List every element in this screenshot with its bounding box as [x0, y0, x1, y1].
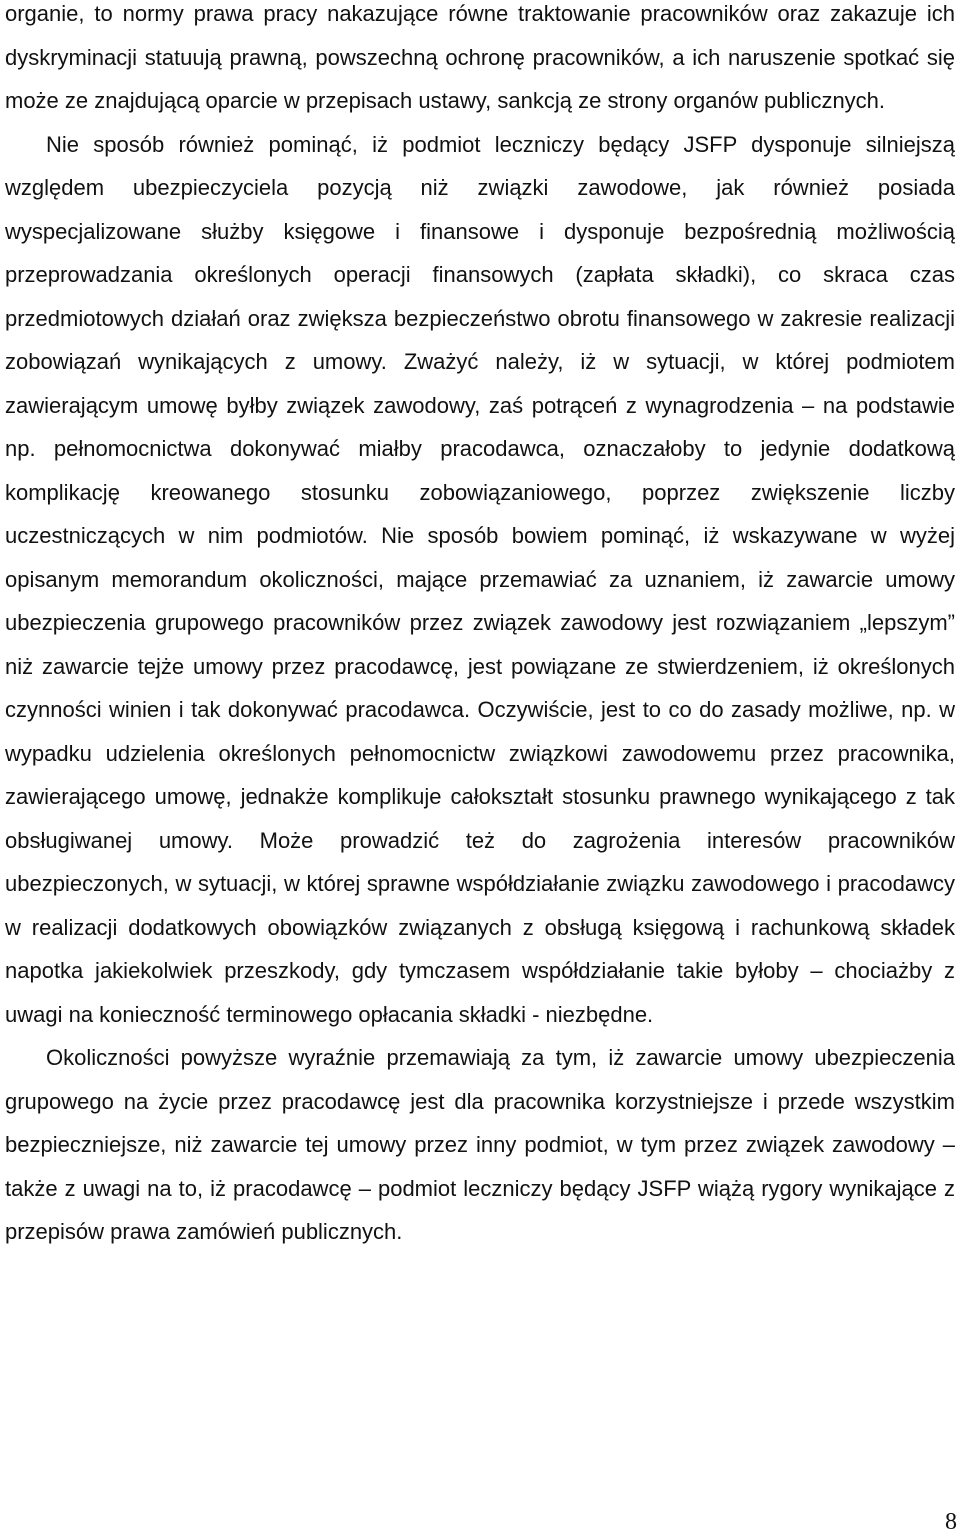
paragraph-conclusion: Okoliczności powyższe wyraźnie przemawiają za tym, iż zawarcie umowy ubezpieczenia grupowego na życie przez pracodawcę jest dla pracownika korzystniejsze i przede wszystkim bezpieczniejsze, niż zawarcie tej umowy przez inny podmiot, w tym przez związek zawodowy – także z uwagi na to, iż pracodawcę – podmiot leczniczy będący JSFP wiążą rygory wynikające z przepisów prawa zamówień publicznych.: [5, 1045, 955, 1244]
paragraph-jsfp-position: Nie sposób również pominąć, iż podmiot leczniczy będący JSFP dysponuje silniejszą względem ubezpieczyciela pozycją niż związki zawodowe, jak również posiada wyspecjalizowane służby księgowe i finansowe i dysponuje bezpośrednią możliwością przeprowadzania określonych operacji finansowych (zapłata składki), co skraca czas przedmiotowych działań oraz zwiększa bezpieczeństwo obrotu finansowego w zakresie realizacji zobowiązań wynikających z umowy. Zważyć należy, iż w sytuacji, w której podmiotem zawierającym umowę byłby związek zawodowy, zaś potrąceń z wynagrodzenia – na podstawie np. pełnomocnictwa dokonywać miałby pracodawca, oznaczałoby to jedynie dodatkową komplikację kreowanego stosunku zobowiązaniowego, poprzez zwiększenie liczby uczestniczących w nim podmiotów. Nie sposób bowiem pominąć, iż wskazywane w wyżej opisanym memorandum okoliczności, mające przemawiać za uznaniem, iż zawarcie umowy ubezpieczenia grupowego pracowników przez związek zawodowy jest rozwiązaniem „lepszym” niż zawarcie tejże umowy przez pracodawcę, jest powiązane ze stwierdzeniem, iż określonych czynności winien i tak dokonywać pracodawca. Oczywiście, jest to co do zasady możliwe, np. w wypadku udzielenia określonych pełnomocnictw związkowi zawodowemu przez pracownika, zawierającego umowę, jednakże komplikuje całokształt stosunku prawnego wynikającego z tak obsługiwanej umowy. Może prowadzić też do zagrożenia interesów pracowników ubezpieczonych, w sytuacji, w której sprawne współdziałanie związku zawodowego i pracodawcy w realizacji dodatkowych obowiązków związanych z obsługą księgową i rachunkową składek napotka jakiekolwiek przeszkody, gdy tymczasem współdziałanie takie byłoby – chociażby z uwagi na konieczność terminowego opłacania składki - niezbędne.: [5, 131, 955, 1027]
document-page: [5, 0, 955, 1254]
paragraph-continuation: organie, to normy prawa pracy nakazujące równe traktowanie pracowników oraz zakazuje ich dyskryminacji statuują prawną, powszechną ochronę pracowników, a ich naruszenie spotkać się może ze znajdującą oparcie w przepisach ustawy, sankcją ze strony organów publicznych.: [5, 1, 955, 113]
page-number: 8: [945, 1509, 957, 1535]
